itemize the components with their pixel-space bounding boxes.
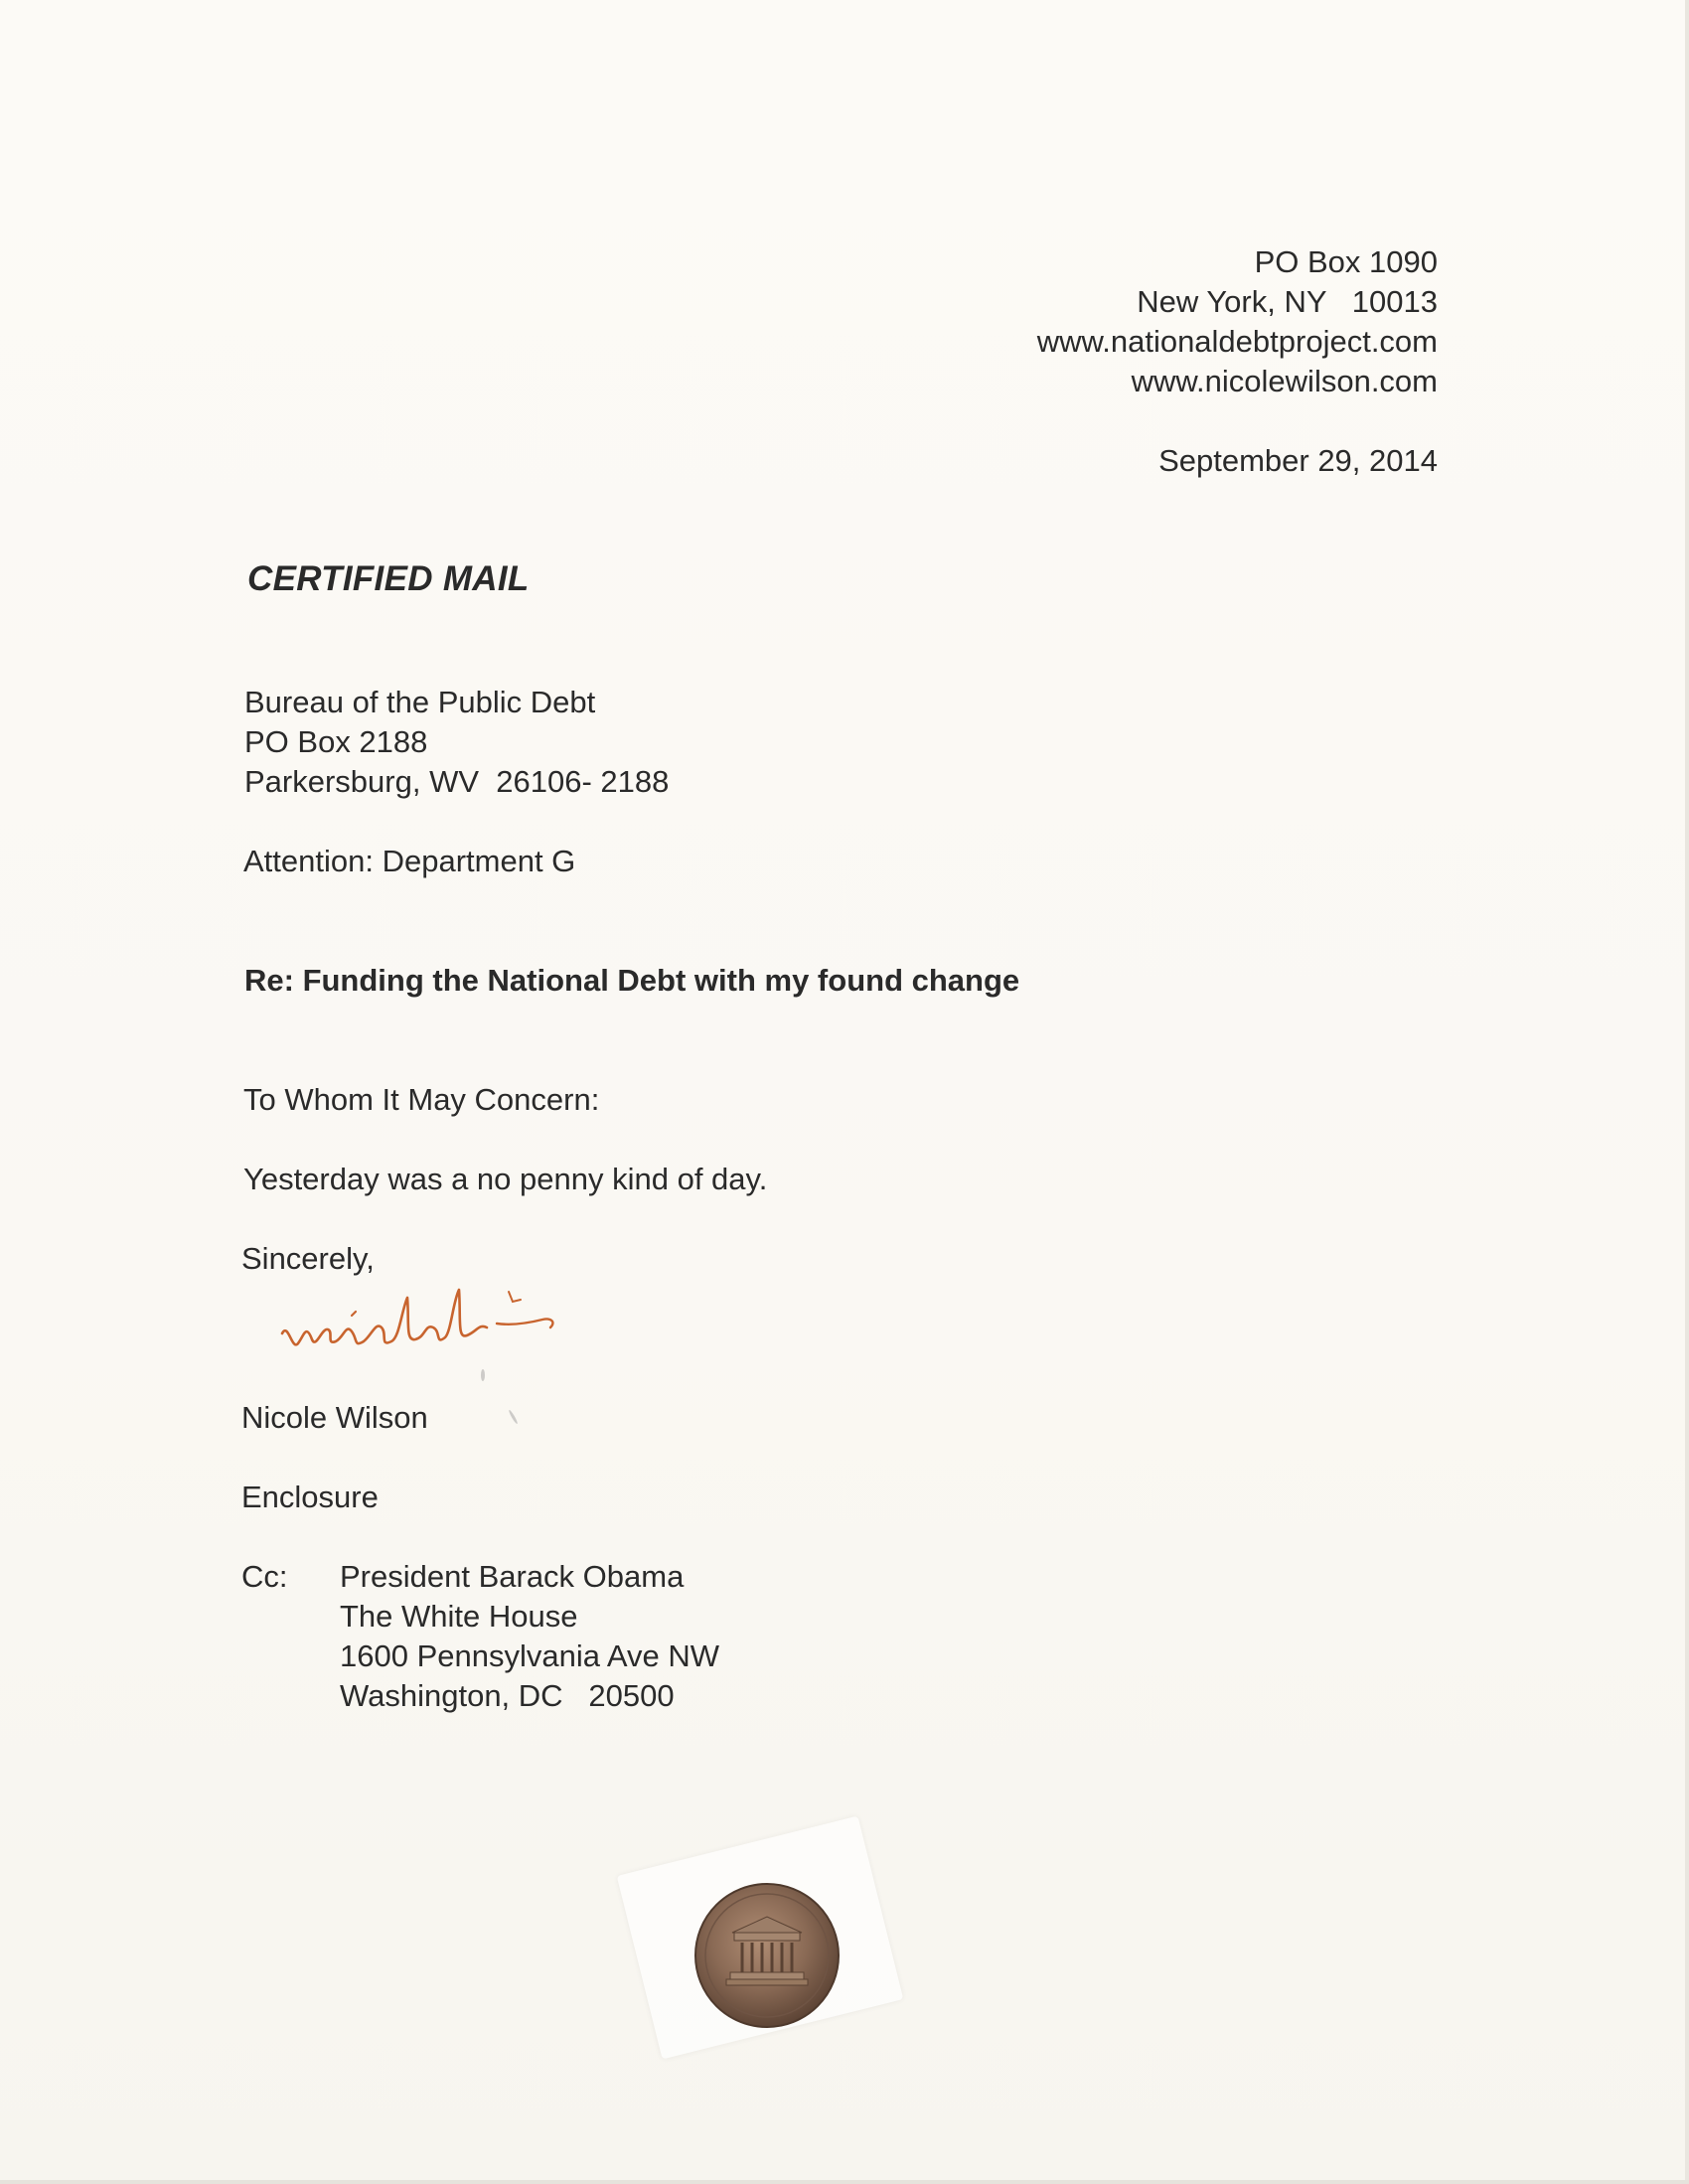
return-address xyxy=(1037,242,1438,401)
handwritten-signature-icon xyxy=(276,1262,564,1371)
attention-line: Attention: Department G xyxy=(243,844,576,878)
return-address-website-2: www.nicolewilson.com xyxy=(1131,364,1438,398)
return-address-city: New York, NY 10013 xyxy=(1137,284,1438,319)
cc-name: President Barack Obama xyxy=(340,1559,685,1594)
cc-street: 1600 Pennsylvania Ave NW xyxy=(340,1638,719,1673)
cc-address xyxy=(340,1557,837,1716)
page-edge-bottom xyxy=(0,2180,1689,2184)
cc-label: Cc: xyxy=(241,1559,288,1594)
recipient-address xyxy=(244,683,669,802)
letter-body: Yesterday was a no penny kind of day. xyxy=(243,1162,768,1196)
recipient-name: Bureau of the Public Debt xyxy=(244,685,596,719)
penny-coin-icon xyxy=(692,1881,842,2030)
cc-city: Washington, DC 20500 xyxy=(340,1678,675,1713)
closing: Sincerely, xyxy=(241,1241,375,1276)
return-address-website-1: www.nationaldebtproject.com xyxy=(1036,324,1438,359)
cc-organization: The White House xyxy=(340,1599,578,1634)
paper-mark xyxy=(481,1369,485,1381)
paper-mark xyxy=(508,1409,519,1424)
page-edge-right xyxy=(1685,0,1689,2184)
subject-line: Re: Funding the National Debt with my found change xyxy=(244,963,1020,998)
recipient-po-box: PO Box 2188 xyxy=(244,724,428,759)
certified-mail-heading: CERTIFIED MAIL xyxy=(247,559,530,598)
enclosure-note: Enclosure xyxy=(241,1480,379,1514)
signer-name: Nicole Wilson xyxy=(241,1400,428,1435)
recipient-city: Parkersburg, WV 26106- 2188 xyxy=(244,764,670,799)
letter-date: September 29, 2014 xyxy=(1158,443,1438,478)
salutation: To Whom It May Concern: xyxy=(243,1082,600,1117)
return-address-po-box: PO Box 1090 xyxy=(1254,244,1438,279)
